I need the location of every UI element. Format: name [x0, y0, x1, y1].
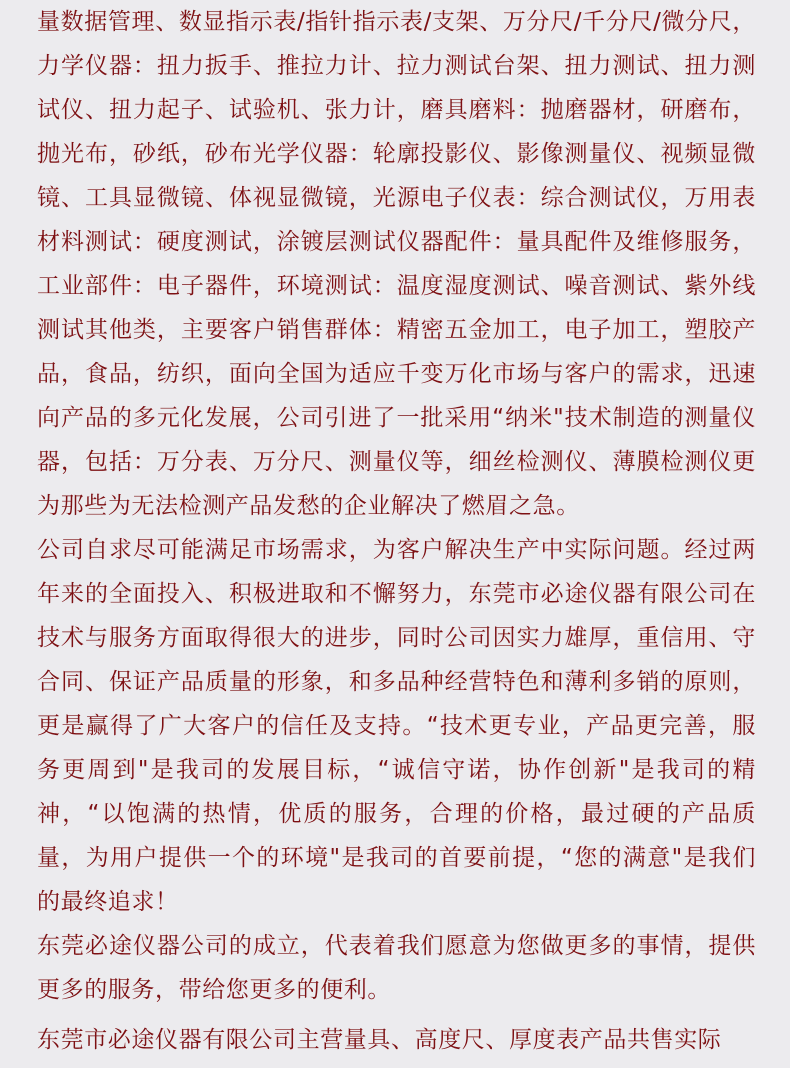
- paragraph-company-philosophy: 公司自求尽可能满足市场需求，为客户解决生产中实际问题。经过两年来的全面投入、积极进取和不懈努力，东莞市必途仪器有限公司在技术与服务方面取得很大的进步，同时公司因实力雄厚，重信用、守合同、保证产品质量的形象，和多品种经营特色和薄利多销的原则，更是赢得了广大客户的信任及支持。“技术更专业，产品更完善，服务更周到"是我司的发展目标，“诚信守诺，协作创新"是我司的精神，“以饱满的热情，优质的服务，合理的价格，最过硬的产品质量，为用户提供一个的环境"是我司的首要前提，“您的满意"是我们的最终追求！: [37, 536, 756, 915]
- paragraph-company-service: 东莞必途仪器公司的成立，代表着我们愿意为您做更多的事情，提供更多的服务，带给您更多的便利。: [37, 932, 756, 1003]
- paragraph-cut-off: 东莞市必途仪器有限公司主营量具、高度尺、厚度表产品共售实际: [37, 1026, 722, 1053]
- paragraph-product-range: 量数据管理、数显指示表/指针指示表/支架、万分尺/千分尺/微分尺，力学仪器：扭力扳手、推拉力计、拉力测试台架、扭力测试、扭力测试仪、扭力起子、试验机、张力计，磨具磨料：抛磨器材，研磨布，抛光布，砂纸，砂布光学仪器：轮廓投影仪、影像测量仪、视频显微镜、工具显微镜、体视显微镜，光源电子仪表：综合测试仪，万用表材料测试：硬度测试，涂镀层测试仪器配件：量具配件及维修服务，工业部件：电子器件，环境测试：温度湿度测试、噪音测试、紫外线测试其他类，主要客户销售群体：精密五金加工，电子加工，塑胶产品，食品，纺织，面向全国为适应千变万化市场与客户的需求，迅速向产品的多元化发展，公司引进了一批采用“纳米"技术制造的测量仪器，包括：万分表、万分尺、测量仪等，细丝检测仪、薄膜检测仪更为那些为无法检测产品发愁的企业解决了燃眉之急。: [37, 8, 756, 519]
